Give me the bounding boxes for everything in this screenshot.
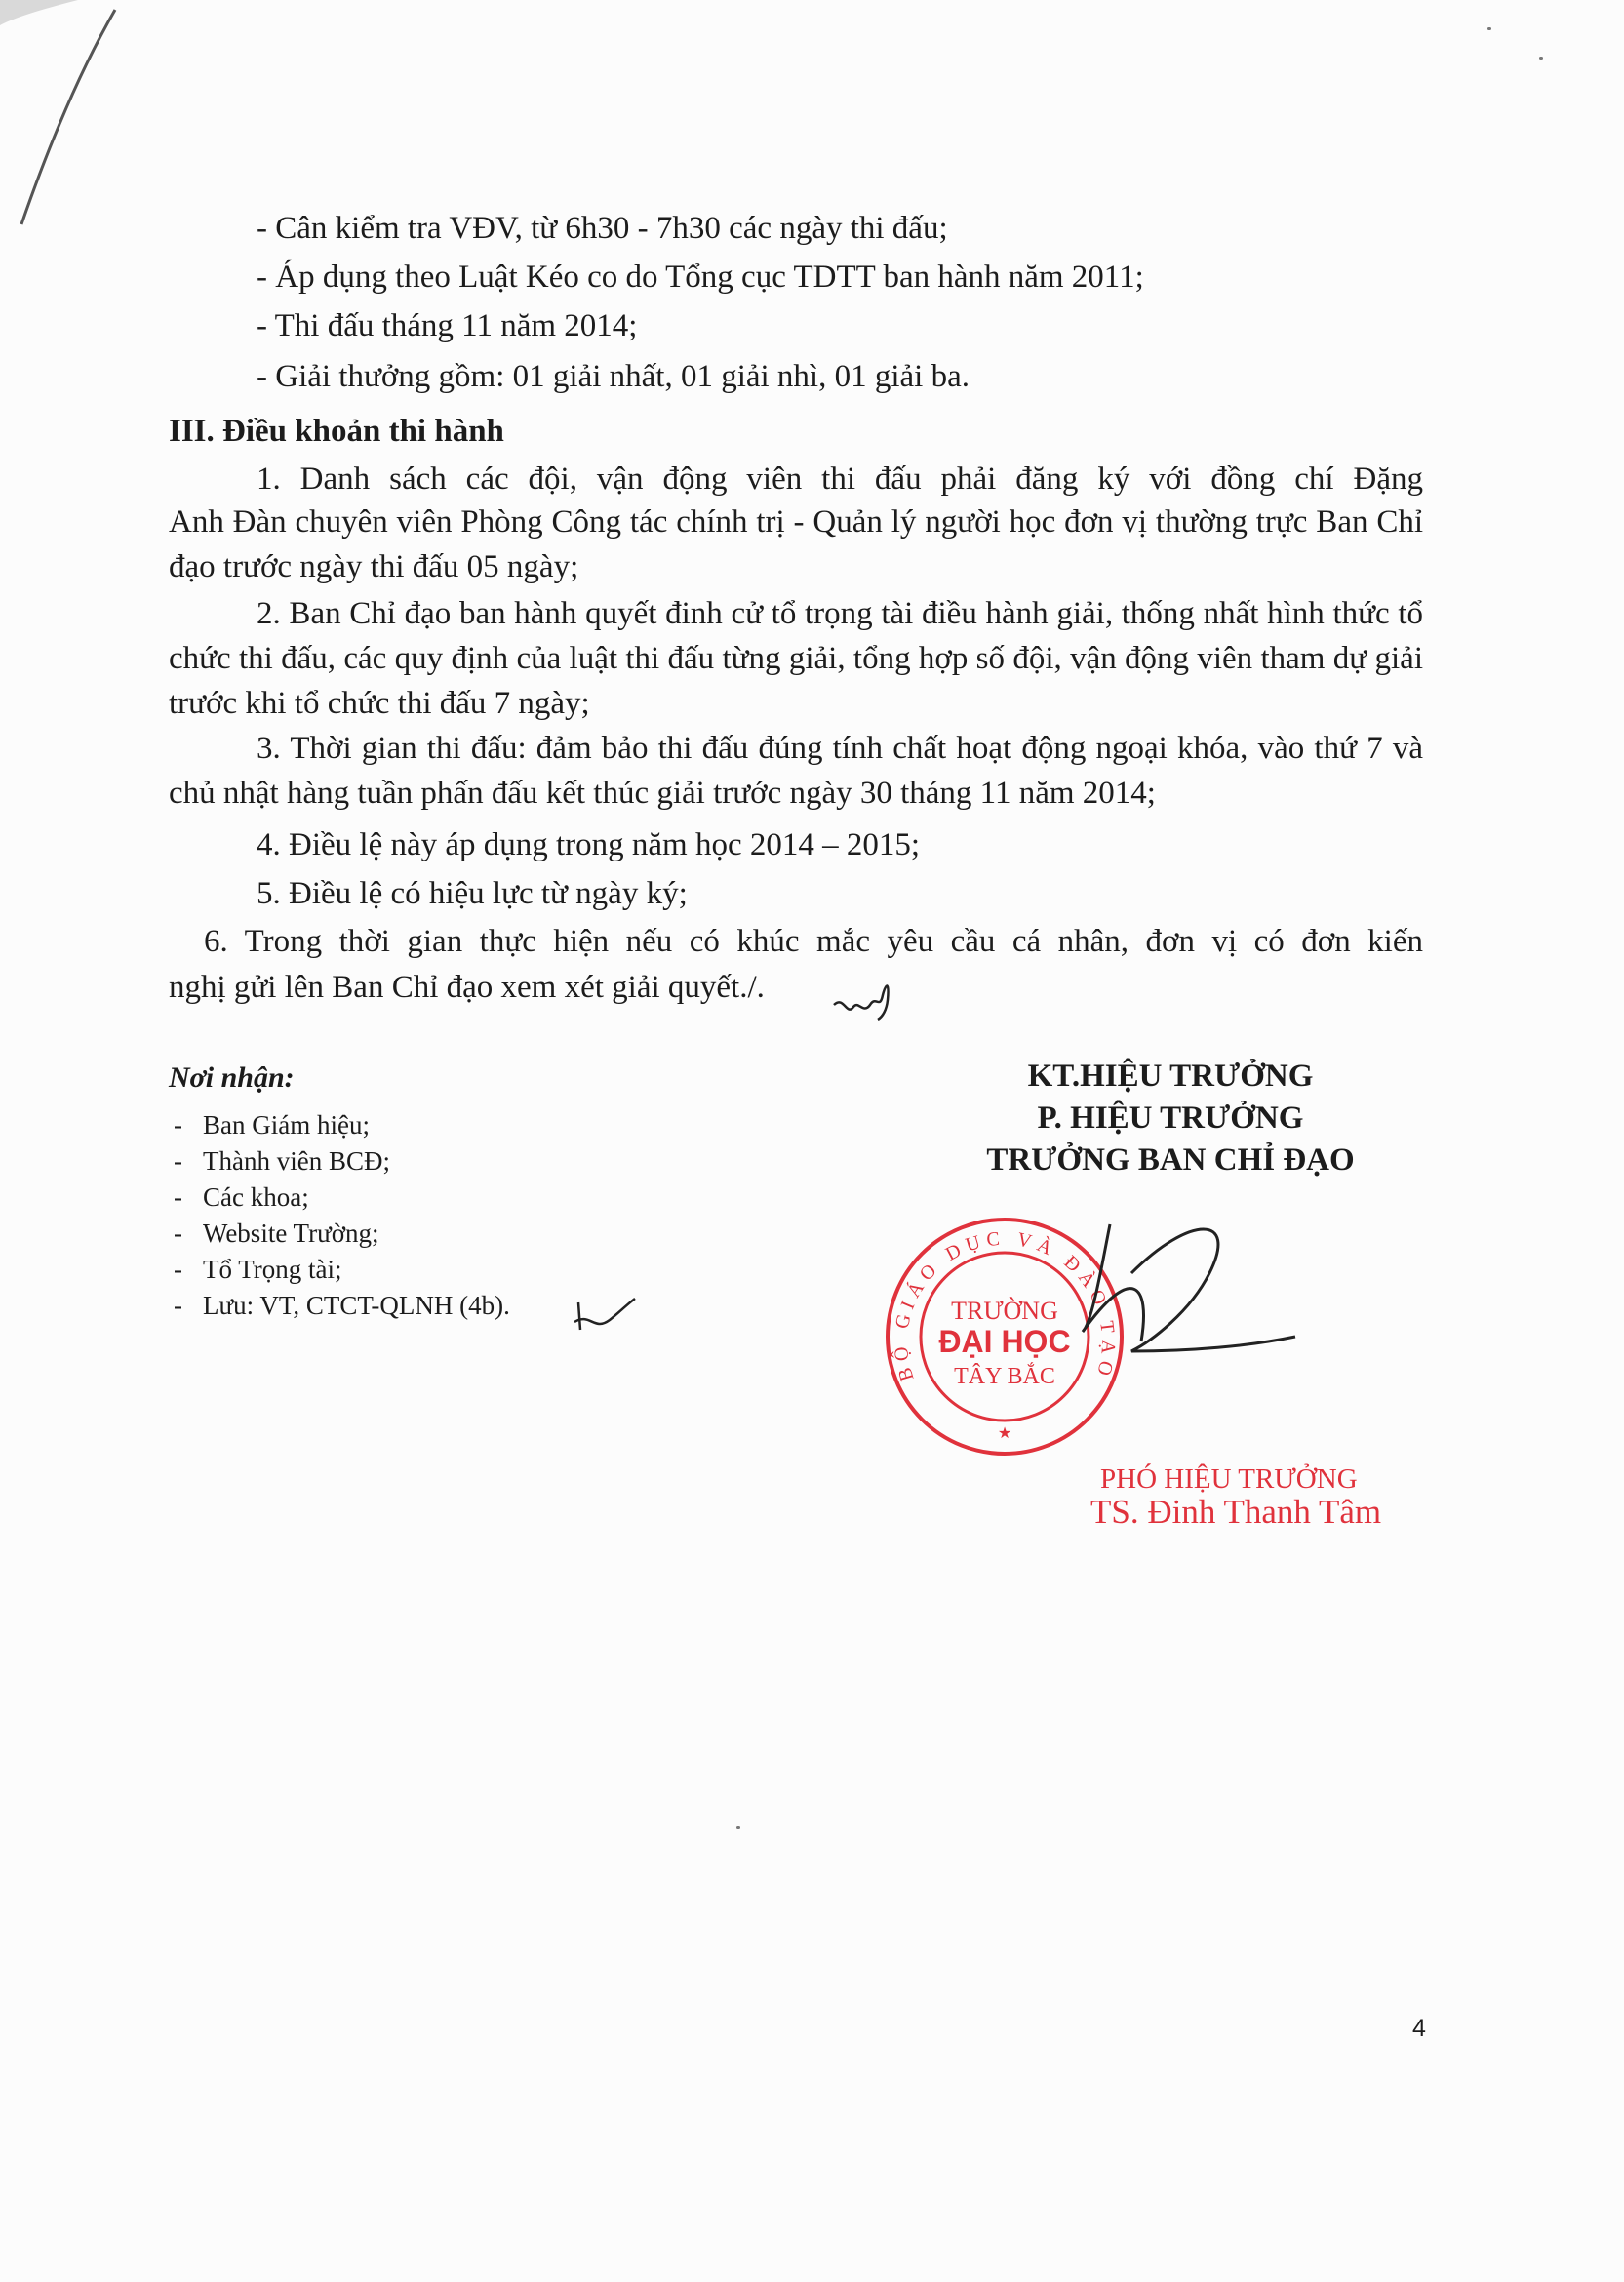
bullet-line: - Thi đấu tháng 11 năm 2014; bbox=[257, 308, 638, 343]
stamp-text-bottom: TÂY BẮC bbox=[954, 1364, 1055, 1389]
clause-6-second-line: nghị gửi lên Ban Chỉ đạo xem xét giải quyết./. bbox=[169, 970, 765, 1005]
handwritten-signature bbox=[1073, 1205, 1307, 1381]
stamp-text-middle: ĐẠI HỌC bbox=[938, 1324, 1071, 1359]
authority-line-1: KT.HIỆU TRƯỞNG bbox=[1027, 1059, 1314, 1094]
filing-initials-mark bbox=[571, 1293, 639, 1341]
recipient-item: - Website Trường; bbox=[174, 1216, 510, 1252]
recipients-title: Nơi nhận: bbox=[169, 1061, 295, 1094]
clause-5: 5. Điều lệ có hiệu lực từ ngày ký; bbox=[257, 876, 688, 911]
scan-speck bbox=[1487, 27, 1491, 30]
signer-name: TS. Đinh Thanh Tâm bbox=[1090, 1493, 1382, 1531]
clause-1-first-line: 1. Danh sách các đội, vận động viên thi đấu phải đăng ký với đồng chí Đặng bbox=[257, 461, 1423, 497]
recipient-item: - Tổ Trọng tài; bbox=[174, 1252, 510, 1288]
stamp-ring-text: BỘ GIÁO DỤC VÀ ĐÀO TẠO bbox=[890, 1227, 1120, 1384]
signature-authority-block bbox=[897, 1056, 1444, 1181]
section-heading: III. Điều khoản thi hành bbox=[169, 414, 504, 449]
recipient-item: - Các khoa; bbox=[174, 1180, 510, 1216]
clause-1-continuation: Anh Đàn chuyên viên Phòng Công tác chính trị - Quản lý người học đơn vị thường trực Ban Chỉ đạo trước ngày thi đấu 05 ngày; bbox=[169, 504, 1423, 584]
signer-title: PHÓ HIỆU TRƯỞNG bbox=[1100, 1463, 1358, 1495]
clause-2: 2. Ban Chỉ đạo ban hành quyết đinh cử tổ trọng tài điều hành giải, thống nhất hình thức tổ chức thi đấu, các quy định của luật thi đấu từng giải, tổng hợp số đội, vận động viên tham dự giải trước khi tổ chức thi đấu 7 ngày; bbox=[169, 596, 1423, 721]
scan-speck bbox=[736, 1826, 740, 1829]
svg-text:★: ★ bbox=[997, 1425, 1012, 1442]
scan-speck bbox=[1539, 57, 1543, 60]
clause-3: 3. Thời gian thi đấu: đảm bảo thi đấu đúng tính chất hoạt động ngoại khóa, vào thứ 7 và chủ nhật hàng tuần phấn đấu kết thúc giải trước ngày 30 tháng 11 năm 2014; bbox=[169, 731, 1423, 811]
page-number: 4 bbox=[1412, 2015, 1426, 2042]
bullet-line: - Áp dụng theo Luật Kéo co do Tổng cục TDTT ban hành năm 2011; bbox=[257, 260, 1144, 295]
authority-line-3: TRƯỞNG BAN CHỈ ĐẠO bbox=[986, 1142, 1355, 1178]
bullet-line: - Cân kiểm tra VĐV, từ 6h30 - 7h30 các ngày thi đấu; bbox=[257, 211, 948, 246]
scan-edge-mark bbox=[0, 0, 137, 234]
clause-6-first-line: 6. Trong thời gian thực hiện nếu có khúc mắc yêu cầu cá nhân, đơn vị có đơn kiến bbox=[204, 924, 1423, 959]
recipient-item: - Lưu: VT, CTCT-QLNH (4b). bbox=[174, 1288, 510, 1324]
stamp-text-top: TRƯỜNG bbox=[951, 1297, 1058, 1325]
bullet-line: - Giải thưởng gồm: 01 giải nhất, 01 giải nhì, 01 giải ba. bbox=[257, 359, 970, 394]
authority-line-2: P. HIỆU TRƯỞNG bbox=[1037, 1101, 1304, 1136]
recipient-item: - Ban Giám hiệu; bbox=[174, 1107, 510, 1143]
recipient-item: - Thành viên BCĐ; bbox=[174, 1143, 510, 1180]
clause-4: 4. Điều lệ này áp dụng trong năm học 2014 – 2015; bbox=[257, 827, 921, 862]
initials-mark bbox=[829, 966, 897, 1024]
recipients-list bbox=[174, 1107, 510, 1324]
